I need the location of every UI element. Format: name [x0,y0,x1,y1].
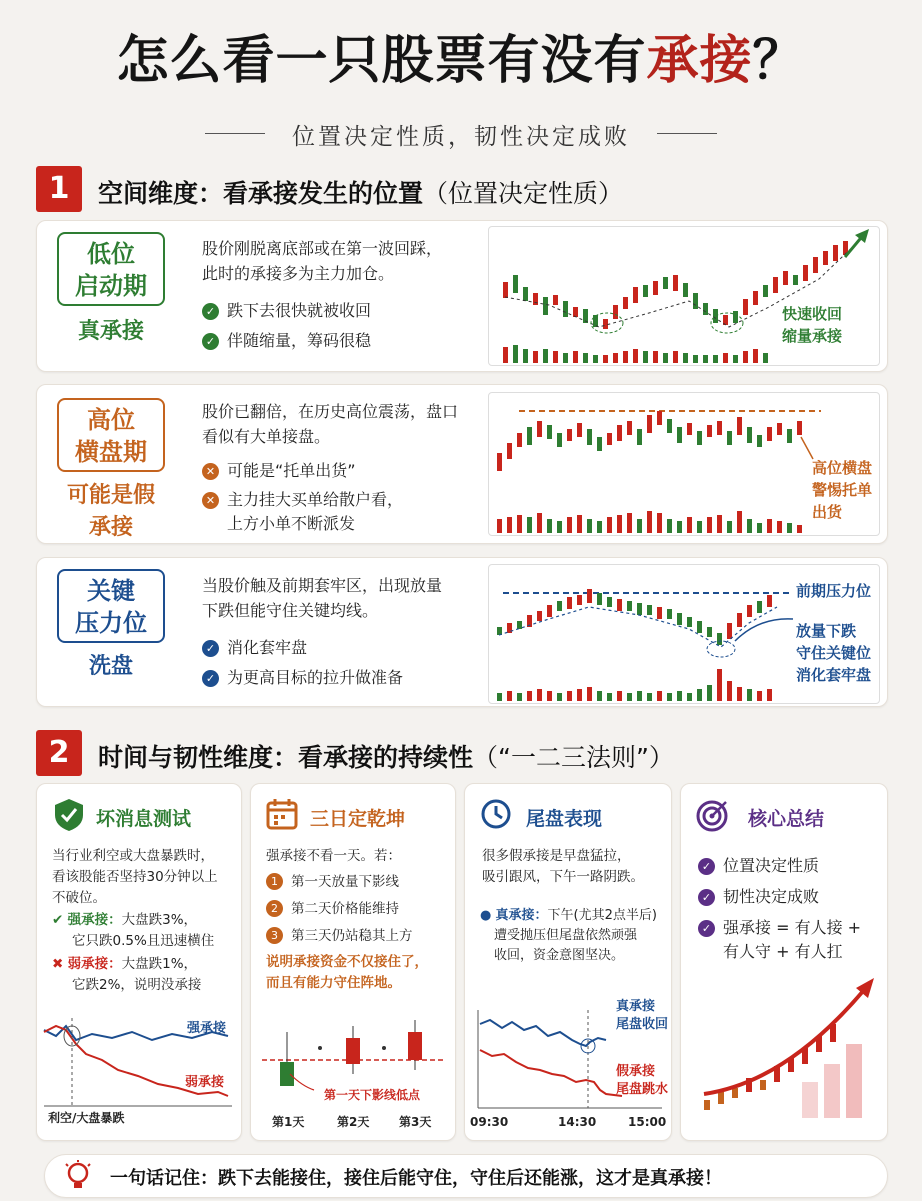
cross-icon: ✖ [52,956,68,972]
card3-bullet2: ✓ 为更高目标的拉升做准备 [202,666,403,690]
summary-point-2: ✓ 韧性决定成败 [698,885,819,909]
step-3: 3 第三天仍站稳其上方 [266,926,413,947]
card2-chart-note: 高位横盘 警惕托单 出货 [812,459,873,521]
check-icon: ✓ [202,640,219,657]
check-icon: ✓ [698,920,715,937]
chart1-volume [503,345,768,363]
tag-maybe-fake-support: 可能是假 承接 [66,483,155,540]
card3-bullet1: ✓ 消化套牢盘 [202,636,307,660]
chart3-candles [497,589,772,645]
rising-trend-chart [696,974,880,1128]
check-icon: ✓ [202,303,219,320]
section2-number: 2 [36,730,82,776]
card3-desc: 当股价触及前期套牢区，出现放量 下跌但能守住关键均线。 [202,576,443,620]
summary-point-3: ✓ 强承接 = 有人接 + 有人守 + 有人扛 [698,916,861,964]
page-subtitle: 位置决定性质，韧性决定成败 [292,124,630,150]
phase-badge-low: 低位 启动期 [57,232,165,306]
bad-news-intro: 当行业利空或大盘暴跌时， 看该股能否坚持30分钟以上 不破位。 [52,848,218,906]
check-icon: ✓ [202,333,219,350]
tag-shakeout: 洗盘 [88,654,133,679]
weak-line-label: 弱承接 [185,1075,225,1090]
chart2-volume [497,511,802,533]
time-0930: 09:30 [470,1115,509,1129]
strong-line-label: 强承接 [187,1021,227,1036]
chart2-candles [497,411,802,471]
check-icon: ● [480,908,496,923]
day-1-label: 第1天 [272,1115,305,1129]
page-title: 怎么看一只股票有没有承接？ [116,31,806,91]
target-icon [696,798,730,836]
time-1500: 15:00 [628,1115,667,1129]
calendar-icon [266,798,298,834]
section1-title: 空间维度：看承接发生的位置（位置决定性质） [98,179,624,208]
lightbulb-icon [64,1160,92,1196]
three-day-intro: 强承接不看一天。若： [266,848,401,864]
true-support-note: ● 真承接：下午(尤其2点半后) 遭受抛压但尾盘依然顽强 收回，资金意图坚决。 [480,908,657,963]
pointer-arrow-icon [801,437,813,459]
footer-text: 一句话记住：跌下去能接住，接住后能守住，守住后还能涨，这才是真承接！ [110,1168,722,1189]
cross-icon: ✕ [202,463,219,480]
low-wick-label: 第一天下影线低点 [324,1088,421,1102]
card2-bullet2: ✕ 主力挂大买单给散户看， 上方小单不断派发 [202,488,403,536]
chart3-volume [497,669,772,701]
card1-bullet1: ✓ 跌下去很快就被收回 [202,299,371,323]
bad-news-axis-label: 利空/大盘暴跌 [48,1111,125,1125]
check-icon: ✓ [698,889,715,906]
cross-icon: ✕ [202,492,219,509]
check-icon: ✓ [698,858,715,875]
day-2-label: 第2天 [337,1115,370,1129]
pointer-arrow-icon [735,619,793,641]
clock-icon [480,798,512,834]
closing-intro: 很多假承接是早盘猛拉， 吸引跟风，下午一路阴跌。 [482,848,644,885]
strong-support-item: ✔ 强承接：大盘跌3%， 它只跌0.5%且迅速横住 [52,912,215,949]
summary-title: 核心总结 [748,808,825,830]
card1-desc: 股价刚脱离底部或在第一波回踩， 此时的承接多为主力加仓。 [202,239,443,283]
section1-number: 1 [36,166,82,212]
bad-news-title: 坏消息测试 [96,808,192,830]
closing-title: 尾盘表现 [526,808,603,830]
section2-title: 时间与韧性维度：看承接的持续性（“一二三法则”） [98,743,674,772]
three-day-svg [258,1014,450,1096]
time-1430: 14:30 [558,1115,597,1129]
check-icon: ✔ [52,912,68,928]
phase-badge-resistance: 关键 压力位 [57,569,165,643]
tag-true-support: 真承接 [77,319,144,344]
check-icon: ✓ [202,670,219,687]
shield-check-icon [54,798,84,836]
fake-close-label: 假承接 尾盘跳水 [616,1064,669,1097]
card3-chart-note: 放量下跌 守住关键位 消化套牢盘 [796,622,872,684]
true-close-label: 真承接 尾盘收回 [616,999,669,1032]
step-2: 2 第二天价格能维持 [266,899,399,920]
weak-support-item: ✖ 弱承接：大盘跌1%， 它跌2%，说明没承接 [52,956,202,993]
three-day-title: 三日定乾坤 [310,808,406,830]
card3-resistance-note: 前期压力位 [796,582,872,600]
card1-bullet2: ✓ 伴随缩量，筹码很稳 [202,329,371,353]
three-day-conclusion: 说明承接资金不仅接住了， 而且有能力守住阵地。 [266,954,428,991]
day-3-label: 第3天 [399,1115,432,1129]
card2-bullet1: ✕ 可能是“托单出货” [202,459,356,483]
rising-trend-svg [696,974,880,1124]
phase-badge-high: 高位 横盘期 [57,398,165,472]
summary-point-1: ✓ 位置决定性质 [698,854,819,878]
card1-chart-note: 快速收回 缩量承接 [782,305,843,345]
step-1: 1 第一天放量下影线 [266,872,399,893]
card2-desc: 股价已翻倍，在历史高位震荡，盘口 看似有大单接盘。 [202,402,459,446]
